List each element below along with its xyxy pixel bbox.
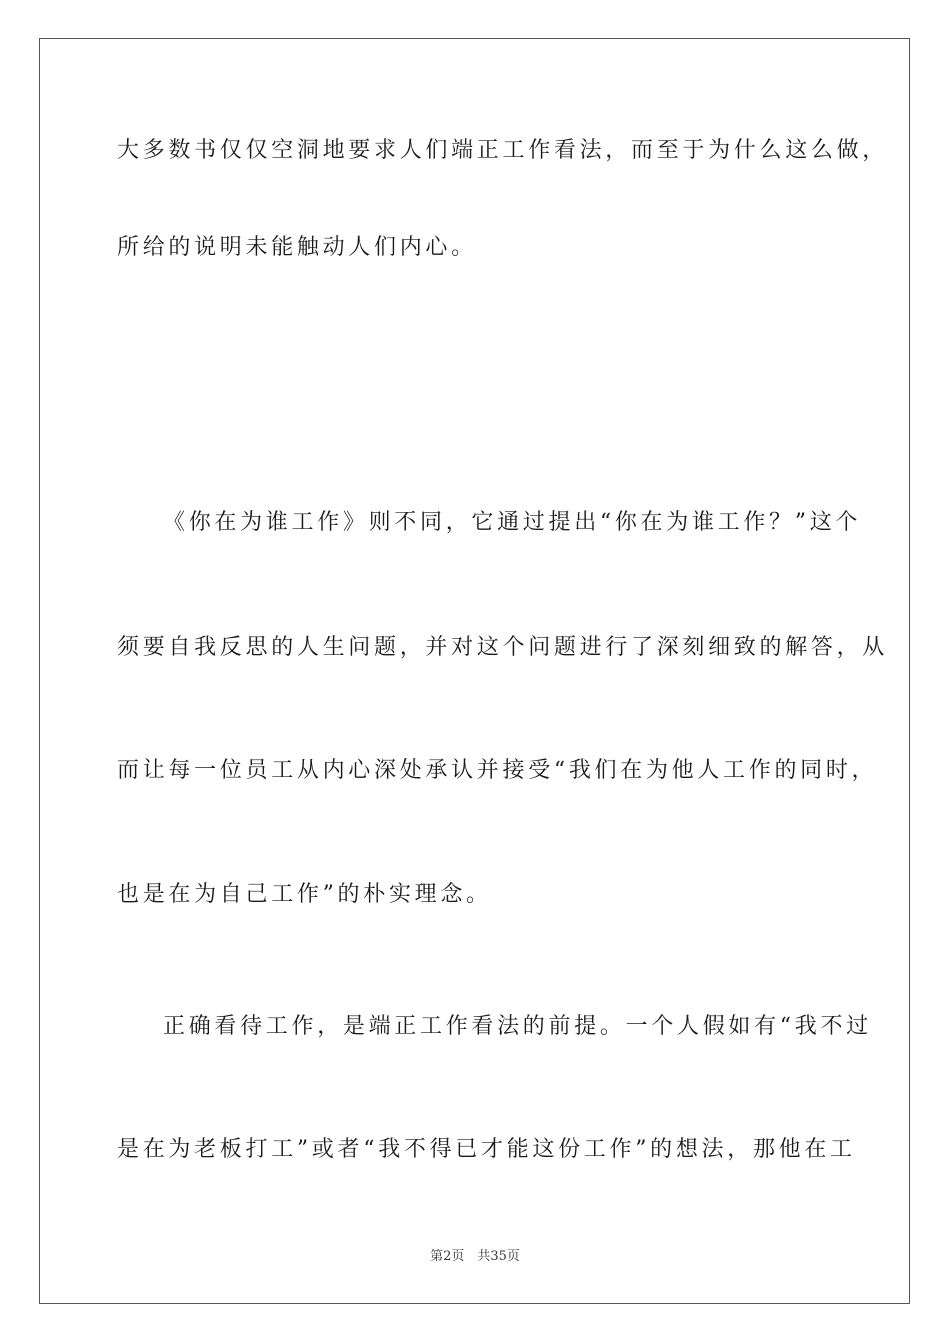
body-text-line: 而让每一位员工从内心深处承认并接受“我们在为他人工作的同时， bbox=[117, 758, 878, 783]
body-text-line: 大多数书仅仅空洞地要求人们端正工作看法，而至于为什么这么做， bbox=[117, 138, 889, 163]
body-text-line: 须要自我反思的人生问题，并对这个问题进行了深刻细致的解答，从 bbox=[117, 635, 889, 660]
body-text-line: 所给的说明未能触动人们内心。 bbox=[117, 235, 477, 260]
page-number-footer: 第2页 共35页 bbox=[430, 1249, 520, 1264]
body-text-line: 是在为老板打工”或者“我不得已才能这份工作”的想法，那他在工 bbox=[117, 1137, 856, 1162]
page-border bbox=[39, 38, 910, 1304]
paragraph-first-line: 《你在为谁工作》则不同，它通过提出“你在为谁工作？”这个 bbox=[163, 510, 862, 535]
paragraph-first-line: 正确看待工作，是端正工作看法的前提。一个人假如有“我不过 bbox=[163, 1014, 872, 1039]
body-text-line: 也是在为自己工作”的朴实理念。 bbox=[117, 882, 492, 907]
